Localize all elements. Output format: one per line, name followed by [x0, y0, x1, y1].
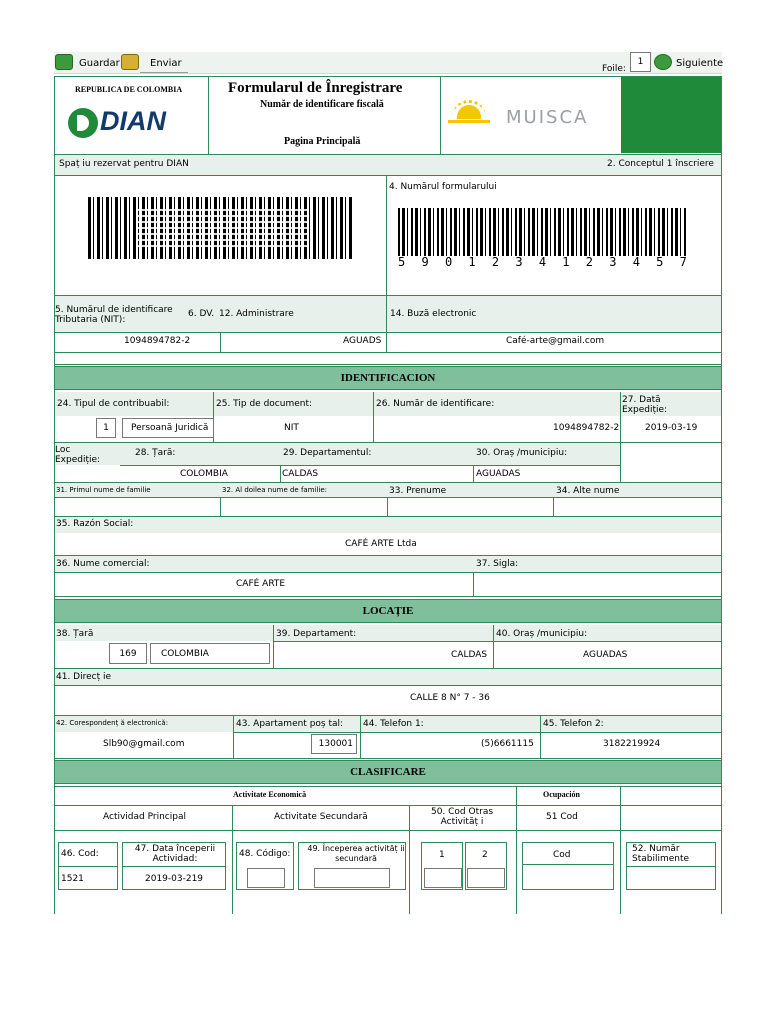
- admin-label: 12. Administrare: [219, 309, 294, 319]
- c2-label: 2: [482, 850, 488, 860]
- f40-value[interactable]: AGUADAS: [583, 650, 628, 660]
- f36-label: 36. Nume comercial:: [56, 559, 150, 569]
- barcode-digit: 9: [421, 255, 430, 269]
- barcode-digit: 0: [444, 255, 454, 269]
- f50-label: 50. Cod Otras Activităț i: [430, 807, 494, 827]
- concept-label: 2. Conceptul 1 înscriere: [607, 159, 714, 169]
- f25-value[interactable]: NIT: [284, 423, 299, 433]
- secondary-activity-label: Activitate Secundară: [274, 812, 368, 822]
- f29-label: 29. Departamentul:: [283, 448, 372, 458]
- f27-label: 27. Dată Expediție:: [622, 395, 668, 415]
- f32-label: 32. Al doilea nume de familie:: [222, 486, 328, 494]
- identification-header: IDENTIFICACION: [54, 366, 722, 390]
- nit-label: 5. Numărul de identificare Tributaria (NIT):: [55, 305, 173, 325]
- f28-value[interactable]: COLOMBIA: [180, 469, 228, 479]
- sheets-label: Foile:: [602, 64, 626, 74]
- barcode-digit: 2: [585, 255, 594, 269]
- f38-country-select[interactable]: COLOMBIA: [150, 643, 270, 664]
- barcode-digit: 2: [491, 255, 501, 269]
- barcode-digit: 4: [632, 255, 641, 269]
- f49-label: 49. Începerea activităț ii secundară: [307, 844, 405, 863]
- barcode-digit: 5: [398, 255, 407, 269]
- f24-type-select[interactable]: Persoană Juridică: [122, 418, 214, 438]
- form-number-label: 4. Numărul formularului: [389, 182, 497, 192]
- muisca-logo: MUISCA: [446, 90, 618, 140]
- f41-value[interactable]: CALLE 8 N° 7 - 36: [410, 693, 490, 703]
- dian-logo: DIAN: [66, 106, 196, 146]
- f52-label: 52. Număr Stabilimente: [632, 844, 690, 864]
- econ-activity-label: Activitate Economică: [233, 790, 307, 799]
- f39-label: 39. Departament:: [276, 629, 357, 639]
- save-button[interactable]: Guardar: [79, 58, 120, 69]
- green-stamp-box: [621, 77, 721, 153]
- location-header: LOCAȚIE: [54, 599, 722, 623]
- country-label: REPUBLICA DE COLOMBIA: [75, 85, 183, 94]
- f37-label: 37. Sigla:: [476, 559, 519, 569]
- f34-label: 34. Alte nume: [556, 486, 620, 496]
- f26-value[interactable]: 1094894782-2: [553, 423, 620, 433]
- loc-label: Loc Expediție:: [55, 445, 101, 465]
- f36-value[interactable]: CAFÉ ARTE: [236, 579, 286, 589]
- f38-label: 38. Țară: [56, 629, 94, 639]
- f33-label: 33. Prenume: [389, 486, 447, 496]
- f25-label: 25. Tip de document:: [216, 399, 313, 409]
- f24-code-input[interactable]: 1: [96, 418, 116, 438]
- f47-value[interactable]: 2019-03-219: [145, 874, 204, 884]
- barcode-digit: 3: [609, 255, 618, 269]
- f35-value[interactable]: CAFÉ ARTE Ltda: [345, 539, 417, 549]
- reserved-label: Spaț iu rezervat pentru DIAN: [59, 159, 189, 169]
- barcode-digit: 1: [562, 255, 571, 269]
- f28-label: 28. Țară:: [135, 448, 176, 458]
- barcode-digit: 4: [538, 255, 548, 269]
- f48-label: 48. Código:: [239, 849, 291, 859]
- f49-input[interactable]: [314, 868, 390, 888]
- email-label: 14. Buză electronic: [390, 309, 477, 319]
- f45-value[interactable]: 3182219924: [603, 739, 661, 749]
- occupation-label: Ocupación: [543, 790, 580, 799]
- f44-value[interactable]: (5)6661115: [481, 739, 534, 749]
- f35-label: 35. Razón Social:: [56, 519, 134, 529]
- f39-value[interactable]: CALDAS: [451, 650, 488, 660]
- c1-label: 1: [439, 850, 445, 860]
- f42-value[interactable]: Slb90@gmail.com: [103, 739, 185, 749]
- sheet-number-input[interactable]: 1: [630, 52, 651, 72]
- barcode-digit: 1: [468, 255, 477, 269]
- f47-label: 47. Data începerii Actividad:: [134, 844, 216, 864]
- f46-label: 46. Cod:: [61, 849, 99, 859]
- send-icon[interactable]: [121, 54, 139, 70]
- f43-postal-input[interactable]: 130001: [311, 734, 357, 754]
- cod-label: Cod: [553, 850, 571, 860]
- f30-label: 30. Oraș /municipiu:: [476, 448, 568, 458]
- f44-label: 44. Telefon 1:: [363, 719, 424, 729]
- email-value[interactable]: Café-arte@gmail.com: [506, 336, 605, 346]
- barcode-digit: 3: [515, 255, 524, 269]
- f26-label: 26. Număr de identificare:: [376, 399, 495, 409]
- next-button[interactable]: Siguiente: [676, 58, 724, 69]
- f46-value[interactable]: 1521: [61, 874, 84, 884]
- barcode-digit: 7: [679, 255, 688, 269]
- send-button[interactable]: Enviar: [150, 58, 182, 69]
- barcode-digit: 5: [656, 255, 665, 269]
- f29-value[interactable]: CALDAS: [282, 469, 319, 479]
- f51-label: 51 Cod: [546, 812, 578, 822]
- principal-activity-label: Actividad Principal: [103, 812, 186, 822]
- f48-input[interactable]: [247, 868, 285, 888]
- f43-label: 43. Apartament poș tal:: [236, 719, 344, 729]
- f40-label: 40. Oraș /municipiu:: [496, 629, 588, 639]
- f45-label: 45. Telefon 2:: [543, 719, 604, 729]
- nit-value[interactable]: 1094894782-2: [124, 336, 191, 346]
- form-subtitle: Număr de identificare fiscală: [260, 99, 384, 110]
- form-title: Formularul de Înregistrare: [228, 80, 403, 96]
- f50-input-2[interactable]: [467, 868, 505, 888]
- f24-label: 24. Tipul de contribuabil:: [57, 399, 170, 409]
- f41-label: 41. Direcț ie: [56, 672, 112, 682]
- page-title: Pagina Principală: [284, 136, 361, 147]
- save-icon[interactable]: [55, 54, 73, 70]
- dv-label: 6. DV.: [188, 309, 215, 319]
- classification-header: CLASIFICARE: [54, 760, 722, 784]
- admin-value[interactable]: AGUADS: [343, 336, 382, 346]
- next-icon[interactable]: [654, 54, 672, 70]
- f42-label: 42. Corespondenț ă electronică:: [56, 719, 169, 727]
- barcode-digits: [398, 256, 688, 268]
- f38-code-input[interactable]: 169: [109, 643, 147, 664]
- f50-input-1[interactable]: [424, 868, 462, 888]
- f30-value[interactable]: AGUADAS: [476, 469, 521, 479]
- f31-label: 31. Primul nume de familie: [56, 486, 151, 494]
- f27-value[interactable]: 2019-03-19: [645, 423, 698, 433]
